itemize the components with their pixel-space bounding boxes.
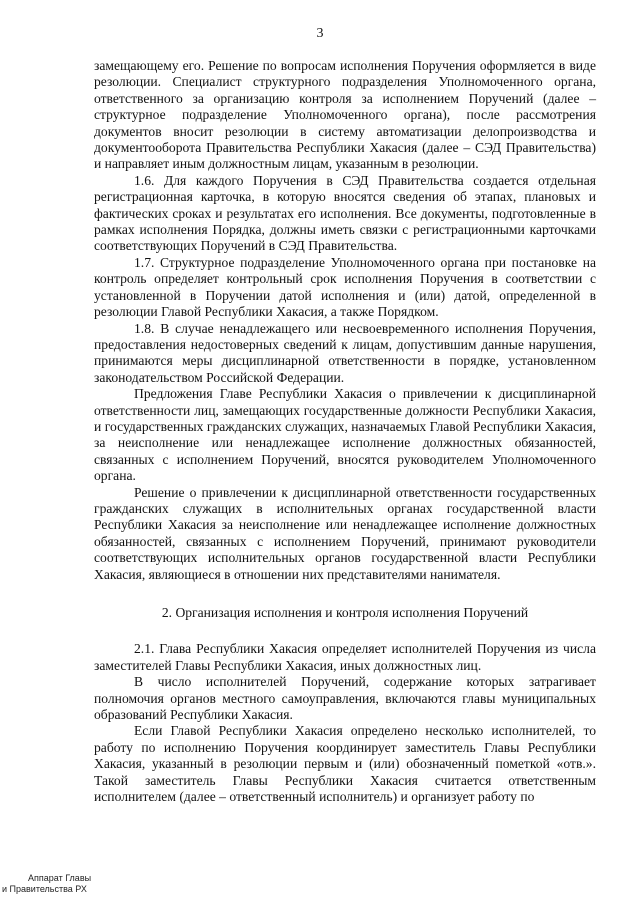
document-body bbox=[94, 58, 596, 805]
section-heading: 2. Организация исполнения и контроля исполнения Поручений bbox=[161, 605, 529, 620]
stamp-line-1: Аппарат Главы bbox=[28, 873, 92, 883]
paragraph: Если Главой Республики Хакасия определено несколько исполнителей, то работу по исполнению Поручения координирует заместитель Главы Республики Хакасия, указанный в резолюции первым и (или) обозначенный пометкой «отв.». Такой заместитель Главы Республики Хакасия считается ответственным исполнителем (далее – ответственный исполнитель) и организует работу по bbox=[94, 723, 596, 805]
stamp-line-2: и Правительства РХ bbox=[2, 884, 87, 894]
archive-stamp bbox=[2, 873, 91, 895]
paragraph: Предложения Главе Республики Хакасия о привлечении к дисциплинарной ответственности лиц, замещающих государственные должности Республики Хакасия, и государственных гражданских служащих, назначаемых Главой Республики Хакасия, за неисполнение или ненадлежащее исполнение должностных обязанностей, связанных с исполнением Поручений, вносятся руководителем Уполномоченного органа. bbox=[94, 386, 596, 484]
paragraph: 1.7. Структурное подразделение Уполномоченного органа при постановке на контроль определяет контрольный срок исполнения Поручения в соответствии с установленной в Поручении датой исполнения и (или) датой, определенной в резолюции Главой Республики Хакасия, а также Порядком. bbox=[94, 254, 596, 320]
paragraph: 2.1. Глава Республики Хакасия определяет исполнителей Поручения из числа заместителей Главы Республики Хакасия, иных должностных лиц. bbox=[94, 641, 596, 673]
paragraph: В число исполнителей Поручений, содержание которых затрагивает полномочия органов местного самоуправления, включаются главы муниципальных образований Республики Хакасия. bbox=[94, 674, 596, 723]
paragraph: 1.8. В случае ненадлежащего или несвоевременного исполнения Поручения, предоставления недостоверных сведений к лицам, допустившим данные нарушения, принимаются меры дисциплинарной ответственности в порядке, установленном законодательством Российской Федерации. bbox=[94, 320, 596, 385]
paragraph: Решение о привлечении к дисциплинарной ответственности государственных гражданских служащих в исполнительных органах государственной власти Республики Хакасия за неисполнение или ненадлежащее исполнение должностных обязанностей, связанных с исполнением Поручений, принимают руководители соответствующих исполнительных органов государственной власти Республики Хакасия, являющиеся в отношении них представителями нанимателя. bbox=[94, 484, 596, 582]
page-number: 3 bbox=[316, 26, 324, 41]
paragraph: замещающему его. Решение по вопросам исполнения Поручения оформляется в виде резолюции. Специалист структурного подразделения Уполномоченного органа, ответственного за организацию контроля за исполнением Поручений (далее – структурное подразделение Уполномоченного органа), после рассмотрения документов вносит резолюции в систему автоматизации делопроизводства и документооборота Правительства Республики Хакасия (далее – СЭД Правительства) и направляет иным должностным лицам, указанным в резолюции. bbox=[94, 58, 596, 172]
paragraph: 1.6. Для каждого Поручения в СЭД Правительства создается отдельная регистрационная карточка, в которую вносятся сведения об этапах, плановых и фактических сроках и результатах его исполнения. Все документы, подготовленные в рамках исполнения Порядка, должны иметь связки с регистрационными карточками соответствующих Поручений в СЭД Правительства. bbox=[94, 172, 596, 254]
